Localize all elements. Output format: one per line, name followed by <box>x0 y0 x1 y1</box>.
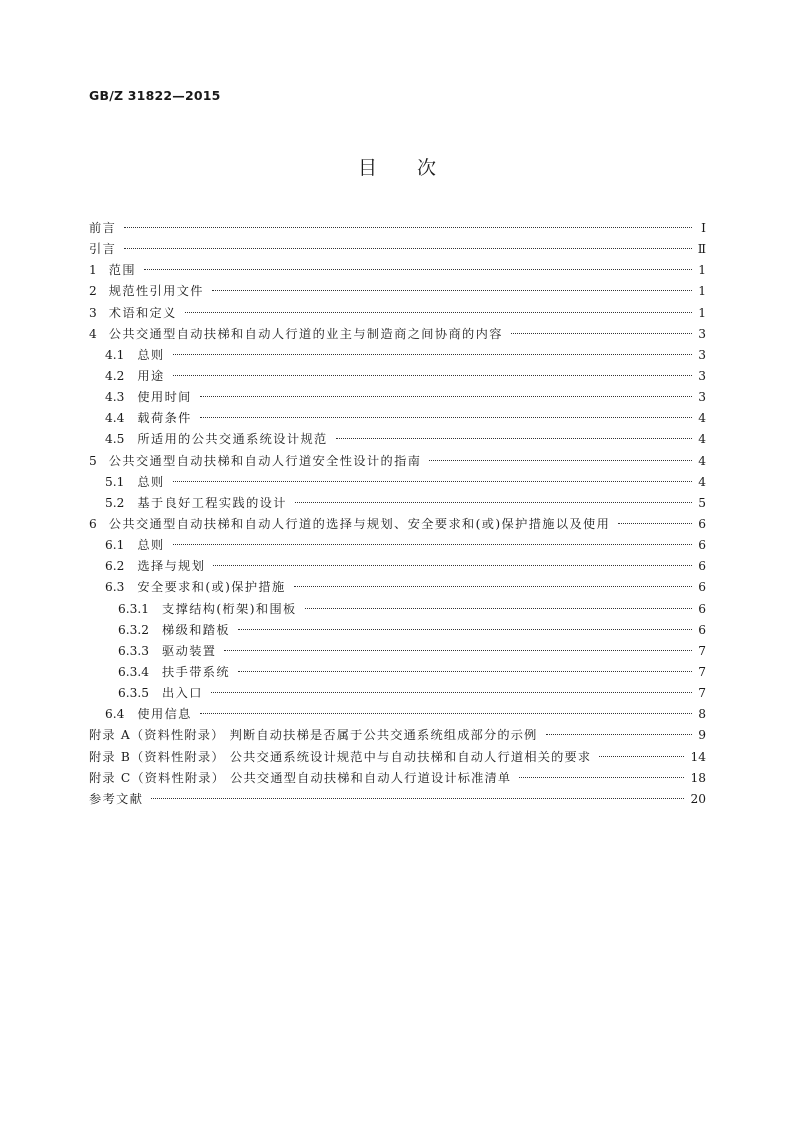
toc-entry-page: 6 <box>698 622 706 637</box>
toc-entry-number: 4.5 <box>105 432 125 447</box>
toc-entry-label: 术语和定义 <box>108 305 177 320</box>
toc-entry-page: Ⅰ <box>701 221 706 235</box>
toc-entry-label: 安全要求和(或)保护措施 <box>137 580 286 595</box>
toc-entry-page: 3 <box>698 368 706 383</box>
toc-entry-number: 5.1 <box>105 474 125 489</box>
toc-entry[interactable] <box>89 260 706 281</box>
toc-entry-label: 规范性引用文件 <box>108 284 204 299</box>
toc-entry-label: 扶手带系统 <box>162 664 230 679</box>
toc-entry-page: 3 <box>698 347 706 362</box>
toc-entry-number: 3 <box>89 305 97 320</box>
toc-entry-page: 7 <box>698 686 706 701</box>
toc-entry[interactable] <box>89 577 706 598</box>
toc-entry-label: 范围 <box>108 263 136 278</box>
toc-entry-page: 1 <box>698 305 706 320</box>
toc-leader-dots <box>173 375 692 376</box>
toc-entry-number: 5 <box>89 453 97 468</box>
toc-entry-number: 4.2 <box>105 368 125 383</box>
toc-leader-dots <box>212 290 692 291</box>
toc-leader-dots <box>185 312 692 313</box>
toc-entry-label: 公共交通型自动扶梯和自动人行道安全性设计的指南 <box>108 453 422 468</box>
toc-entry-label: 出入口 <box>162 686 203 701</box>
toc-entry-page: 1 <box>698 284 706 299</box>
toc-entry-number: 6 <box>89 516 97 531</box>
toc-entry-label: 附录 B（资料性附录） 公共交通系统设计规范中与自动扶梯和自动人行道相关的要求 <box>89 749 592 764</box>
toc-entry-label: 驱动装置 <box>162 643 217 658</box>
toc-entry-label: 公共交通型自动扶梯和自动人行道的选择与规划、安全要求和(或)保护措施以及使用 <box>108 516 611 531</box>
toc-entry-label: 引言 <box>89 242 117 257</box>
toc-leader-dots <box>599 756 684 757</box>
toc-entry-number: 6.3.1 <box>118 601 150 616</box>
toc-entry-label: 前言 <box>89 221 117 235</box>
toc-entry-label: 总则 <box>137 474 165 489</box>
toc-entry-page: 14 <box>690 749 706 764</box>
toc-entry-number: 4.3 <box>105 390 125 405</box>
toc-leader-dots <box>124 227 692 228</box>
toc-leader-dots <box>211 692 692 693</box>
toc-entry[interactable] <box>89 303 706 324</box>
toc-leader-dots <box>200 417 692 418</box>
toc-entry-number: 5.2 <box>105 495 125 510</box>
toc-entry[interactable] <box>89 683 706 704</box>
toc-entry-number: 1 <box>89 263 97 278</box>
toc-leader-dots <box>124 248 692 249</box>
toc-entry-label: 总则 <box>137 538 165 553</box>
toc-entry[interactable] <box>89 366 706 387</box>
toc-leader-dots <box>429 460 692 461</box>
toc-entry-page: Ⅱ <box>697 242 706 257</box>
toc-entry[interactable] <box>89 218 706 239</box>
toc-entry[interactable] <box>89 451 706 472</box>
toc-entry-number: 4.4 <box>105 411 125 426</box>
toc-entry[interactable] <box>89 704 706 725</box>
toc-entry-number: 6.3.3 <box>118 643 150 658</box>
toc-entry-page: 1 <box>698 263 706 278</box>
toc-entry-label: 选择与规划 <box>137 559 206 574</box>
toc-entry-page: 7 <box>698 664 706 679</box>
toc-leader-dots <box>173 544 692 545</box>
toc-entry[interactable] <box>89 768 706 789</box>
toc-leader-dots <box>295 502 692 503</box>
toc-leader-dots <box>144 269 692 270</box>
toc-leader-dots <box>224 650 692 651</box>
table-of-contents <box>89 218 706 810</box>
toc-leader-dots <box>511 333 692 334</box>
toc-entry-label: 附录 C（资料性附录） 公共交通型自动扶梯和自动人行道设计标准清单 <box>89 770 512 785</box>
toc-entry[interactable] <box>89 747 706 768</box>
toc-entry-label: 用途 <box>137 368 165 383</box>
toc-entry-number: 6.3 <box>105 580 125 595</box>
toc-entry[interactable] <box>89 599 706 620</box>
toc-entry[interactable] <box>89 620 706 641</box>
toc-entry-page: 4 <box>698 411 706 426</box>
toc-entry-number: 6.3.4 <box>118 664 150 679</box>
toc-entry-number: 6.1 <box>105 538 125 553</box>
toc-entry[interactable] <box>89 535 706 556</box>
toc-leader-dots <box>238 629 692 630</box>
toc-entry-label: 载荷条件 <box>137 411 192 426</box>
toc-leader-dots <box>519 777 684 778</box>
toc-entry[interactable] <box>89 662 706 683</box>
page-title: 目次 <box>357 157 476 179</box>
toc-entry[interactable] <box>89 514 706 535</box>
toc-entry[interactable] <box>89 556 706 577</box>
toc-entry[interactable] <box>89 725 706 746</box>
toc-entry-label: 梯级和踏板 <box>162 622 230 637</box>
toc-leader-dots <box>173 481 692 482</box>
toc-entry-label: 基于良好工程实践的设计 <box>137 495 287 510</box>
toc-entry-number: 2 <box>89 284 97 299</box>
toc-entry-page: 7 <box>698 643 706 658</box>
toc-entry[interactable] <box>89 472 706 493</box>
toc-leader-dots <box>213 565 692 566</box>
toc-entry-label: 支撑结构(桁架)和围板 <box>162 601 297 616</box>
toc-leader-dots <box>238 671 692 672</box>
toc-entry[interactable] <box>89 387 706 408</box>
toc-entry-number: 4 <box>89 326 97 341</box>
toc-entry[interactable] <box>89 429 706 450</box>
toc-entry-label: 使用信息 <box>137 707 192 722</box>
toc-entry-page: 4 <box>698 453 706 468</box>
toc-leader-dots <box>546 734 692 735</box>
toc-entry-page: 3 <box>698 390 706 405</box>
toc-entry-number: 6.3.2 <box>118 622 150 637</box>
toc-entry-label: 公共交通型自动扶梯和自动人行道的业主与制造商之间协商的内容 <box>108 326 503 341</box>
toc-leader-dots <box>200 713 692 714</box>
toc-entry-page: 6 <box>698 580 706 595</box>
toc-entry-number: 6.4 <box>105 707 125 722</box>
toc-leader-dots <box>173 354 692 355</box>
toc-leader-dots <box>200 396 692 397</box>
toc-entry-page: 6 <box>698 516 706 531</box>
toc-entry-page: 5 <box>698 495 706 510</box>
toc-entry-page: 6 <box>698 601 706 616</box>
toc-entry-page: 8 <box>698 707 706 722</box>
toc-entry[interactable] <box>89 324 706 345</box>
toc-entry-number: 6.2 <box>105 559 125 574</box>
toc-entry-label: 所适用的公共交通系统设计规范 <box>137 432 328 447</box>
toc-leader-dots <box>618 523 692 524</box>
toc-entry-page: 9 <box>698 728 706 743</box>
document-code: GB/Z 31822—2015 <box>89 88 221 103</box>
toc-leader-dots <box>305 608 692 609</box>
toc-entry-page: 20 <box>690 791 706 806</box>
toc-entry-page: 3 <box>698 326 706 341</box>
toc-entry[interactable] <box>89 493 706 514</box>
toc-entry-page: 6 <box>698 538 706 553</box>
toc-entry[interactable] <box>89 345 706 366</box>
toc-entry-label: 参考文献 <box>89 791 144 806</box>
toc-entry[interactable] <box>89 281 706 302</box>
toc-entry[interactable] <box>89 641 706 662</box>
toc-leader-dots <box>294 586 692 587</box>
toc-entry-page: 6 <box>698 559 706 574</box>
toc-entry-page: 18 <box>690 770 706 785</box>
toc-entry-page: 4 <box>698 474 706 489</box>
toc-leader-dots <box>336 438 692 439</box>
toc-entry-label: 使用时间 <box>137 390 192 405</box>
toc-entry[interactable] <box>89 789 706 810</box>
toc-entry-label: 附录 A（资料性附录） 判断自动扶梯是否属于公共交通系统组成部分的示例 <box>89 728 538 743</box>
toc-entry-number: 6.3.5 <box>118 686 150 701</box>
toc-entry-label: 总则 <box>137 347 165 362</box>
toc-entry-number: 4.1 <box>105 347 125 362</box>
toc-leader-dots <box>151 798 684 799</box>
toc-entry-page: 4 <box>698 432 706 447</box>
toc-entry[interactable] <box>89 239 706 260</box>
toc-entry[interactable] <box>89 408 706 429</box>
